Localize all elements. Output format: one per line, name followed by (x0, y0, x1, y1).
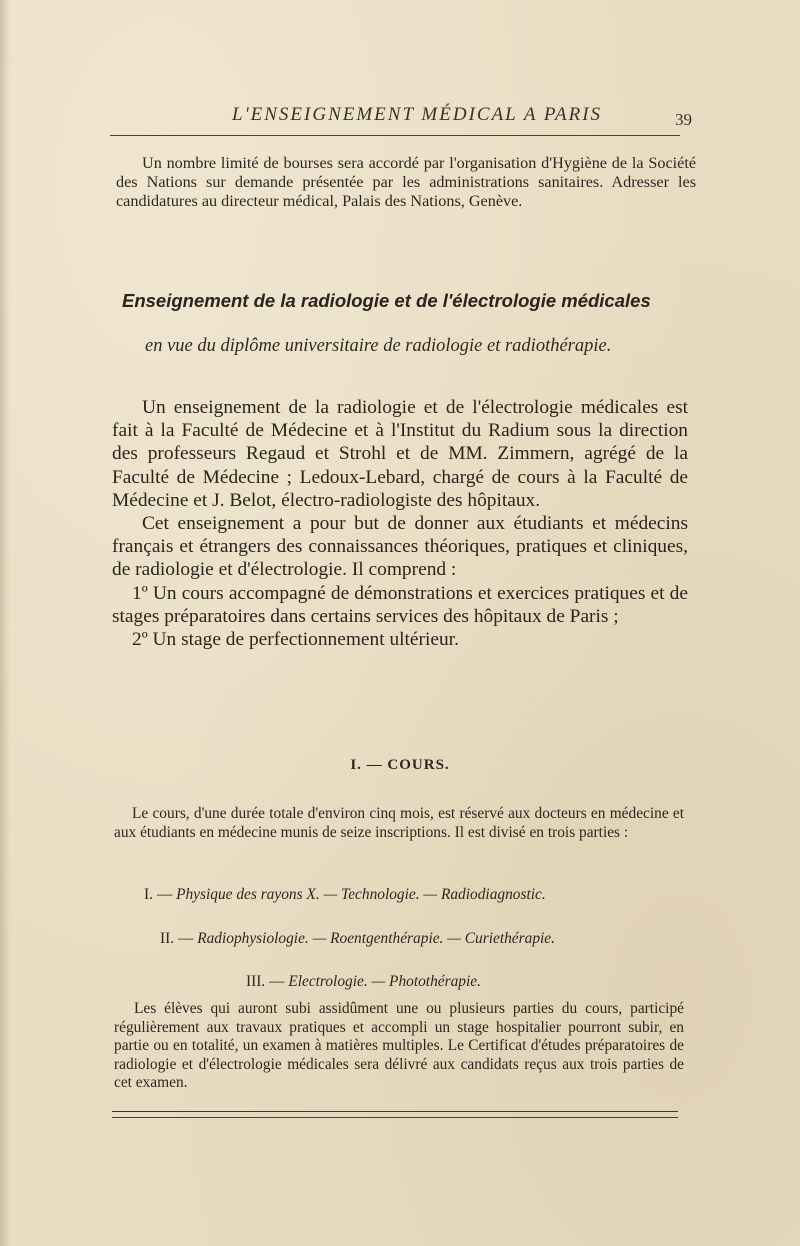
course-part (246, 973, 481, 991)
header-rule (110, 135, 680, 136)
course-part-number: III. — (246, 973, 289, 990)
section-title: Enseignement de la radiologie et de l'électrologie médicales (122, 290, 651, 311)
course-part (144, 886, 546, 904)
list-item-course: 1º Un cours accompagné de démonstrations et exercices pratiques et de stages préparatoires dans certains services des hôpitaux de Paris ; (112, 582, 688, 627)
paragraph-intro: Un enseignement de la radiologie et de l'électrologie médicales est fait à la Faculté de Médecine et à l'Institut du Radium sous la direction des professeurs Regaud et Strohl et de MM. Zimmern, agrégé de la Faculté de Médecine ; Ledoux-Lebard, chargé de cours à la Faculté de Médecine et J. Belot, électro-radiologiste des hôpitaux. (112, 397, 688, 511)
paragraph-purpose: Cet enseignement a pour but de donner aux étudiants et médecins français et étrangers des connaissances théoriques, pratiques et cliniques, de radiologie et d'électrologie. Il comprend : (112, 513, 688, 581)
course-part-topics: Physique des rayons X. — Technologie. — Radiodiagnostic. (176, 886, 546, 903)
list-item-stage: 2º Un stage de perfectionnement ultérieur. (132, 629, 459, 651)
cours-intro: Le cours, d'une durée totale d'environ cinq mois, est réservé aux docteurs en médecine et aux étudiants en médecine munis de seize inscriptions. Il est divisé en trois parties : (114, 805, 684, 841)
footer-rule (112, 1117, 678, 1118)
page-edge-shadow (0, 0, 10, 1246)
course-part-topics: Electrologie. — Photothérapie. (288, 973, 481, 990)
course-part-number: II. — (160, 930, 198, 947)
course-part-topics: Radiophysiologie. — Roentgenthérapie. — Curiethérapie. (197, 930, 555, 947)
course-part (160, 930, 555, 948)
cours-heading: I. — COURS. (350, 757, 450, 773)
footer-rule (112, 1111, 678, 1112)
main-body (112, 396, 688, 651)
section-subtitle: en vue du diplôme universitaire de radiologie et radiothérapie. (145, 336, 612, 356)
page-header (110, 104, 692, 134)
page-number: 39 (675, 110, 692, 129)
course-part-number: I. — (144, 886, 177, 903)
scholarship-notice: Un nombre limité de bourses sera accordé par l'organisation d'Hygiène de la Société des Nations sur demande présentée par les administrations sanitaires. Adresser les candidatures au directeur médical, Palais des Nations, Genève. (116, 154, 696, 210)
running-title: L'ENSEIGNEMENT MÉDICAL A PARIS (232, 104, 603, 125)
cours-conclusion: Les élèves qui auront subi assidûment une ou plusieurs parties du cours, participé régulièrement aux travaux pratiques et accompli un stage hospitalier pourront subir, en partie ou en totalité, un examen à matières multiples. Le Certificat d'études préparatoires de radiologie et d'électrologie médicales sera délivré aux candidats reçus aux trois parties de cet examen. (114, 1000, 684, 1091)
